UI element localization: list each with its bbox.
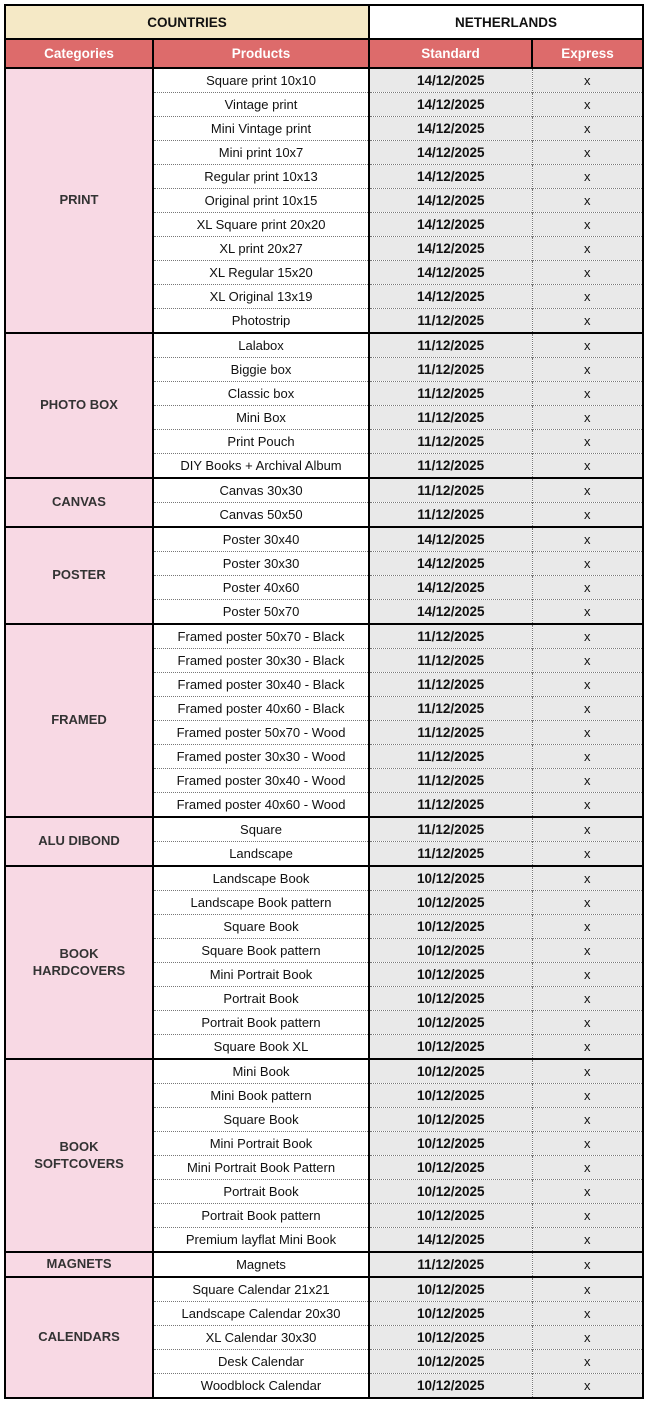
standard-date-cell: 11/12/2025 [369,624,532,649]
product-cell: Landscape [153,842,369,867]
express-mark-cell: x [532,963,643,987]
table-row [5,624,643,649]
product-cell: Desk Calendar [153,1350,369,1374]
express-mark-cell: x [532,793,643,818]
express-mark-cell: x [532,1228,643,1253]
product-cell: Woodblock Calendar [153,1374,369,1399]
standard-date-cell: 10/12/2025 [369,1132,532,1156]
standard-date-cell: 10/12/2025 [369,939,532,963]
express-mark-cell: x [532,1108,643,1132]
product-cell: Portrait Book [153,987,369,1011]
standard-date-cell: 14/12/2025 [369,1228,532,1253]
table-row [5,817,643,842]
standard-date-cell: 11/12/2025 [369,673,532,697]
product-cell: XL Calendar 30x30 [153,1326,369,1350]
express-mark-cell: x [532,745,643,769]
shipping-deadlines-table [4,4,644,1399]
express-mark-cell: x [532,1156,643,1180]
product-cell: Square Book pattern [153,939,369,963]
product-cell: XL print 20x27 [153,237,369,261]
express-mark-cell: x [532,1204,643,1228]
product-cell: XL Square print 20x20 [153,213,369,237]
express-mark-cell: x [532,333,643,358]
standard-date-cell: 10/12/2025 [369,891,532,915]
standard-date-cell: 14/12/2025 [369,261,532,285]
standard-date-cell: 10/12/2025 [369,915,532,939]
product-cell: Classic box [153,382,369,406]
product-cell: Mini Box [153,406,369,430]
standard-date-cell: 10/12/2025 [369,1035,532,1060]
product-cell: Mini Vintage print [153,117,369,141]
product-cell: Mini Book pattern [153,1084,369,1108]
express-mark-cell: x [532,552,643,576]
product-cell: Landscape Book [153,866,369,891]
col-header-products: Products [153,39,369,68]
standard-date-cell: 14/12/2025 [369,68,532,93]
product-cell: Poster 30x40 [153,527,369,552]
table-row [5,866,643,891]
standard-date-cell: 11/12/2025 [369,793,532,818]
product-cell: Poster 30x30 [153,552,369,576]
category-cell [5,624,153,817]
countries-header-cell: COUNTRIES [5,5,369,39]
standard-date-cell: 10/12/2025 [369,1326,532,1350]
product-cell: Regular print 10x13 [153,165,369,189]
standard-date-cell: 11/12/2025 [369,430,532,454]
standard-date-cell: 11/12/2025 [369,817,532,842]
express-mark-cell: x [532,915,643,939]
standard-date-cell: 10/12/2025 [369,1180,532,1204]
standard-date-cell: 10/12/2025 [369,1059,532,1084]
standard-date-cell: 14/12/2025 [369,285,532,309]
express-mark-cell: x [532,1277,643,1302]
product-cell: Poster 50x70 [153,600,369,625]
express-mark-cell: x [532,382,643,406]
standard-date-cell: 14/12/2025 [369,93,532,117]
standard-date-cell: 11/12/2025 [369,333,532,358]
category-cell [5,817,153,866]
express-mark-cell: x [532,1302,643,1326]
standard-date-cell: 14/12/2025 [369,237,532,261]
table-row [5,68,643,93]
product-cell: Portrait Book pattern [153,1011,369,1035]
product-cell: Framed poster 30x40 - Wood [153,769,369,793]
standard-date-cell: 10/12/2025 [369,1204,532,1228]
express-mark-cell: x [532,842,643,867]
category-label: CANVAS [52,494,106,510]
express-mark-cell: x [532,141,643,165]
express-mark-cell: x [532,1326,643,1350]
category-label: BOOK HARDCOVERS [32,946,126,978]
express-mark-cell: x [532,68,643,93]
category-label: CALENDARS [38,1329,120,1345]
express-mark-cell: x [532,1084,643,1108]
table-row [5,478,643,503]
express-mark-cell: x [532,817,643,842]
category-cell [5,68,153,333]
express-mark-cell: x [532,1132,643,1156]
product-cell: Framed poster 30x40 - Black [153,673,369,697]
table-row [5,527,643,552]
standard-date-cell: 14/12/2025 [369,527,532,552]
category-cell [5,333,153,478]
express-mark-cell: x [532,1180,643,1204]
standard-date-cell: 11/12/2025 [369,382,532,406]
express-mark-cell: x [532,358,643,382]
product-cell: XL Regular 15x20 [153,261,369,285]
express-mark-cell: x [532,213,643,237]
product-cell: Landscape Calendar 20x30 [153,1302,369,1326]
product-cell: Portrait Book [153,1180,369,1204]
category-cell [5,1252,153,1277]
product-cell: Mini Portrait Book [153,1132,369,1156]
table-row [5,333,643,358]
countries-header-row [5,5,643,39]
express-mark-cell: x [532,624,643,649]
table-row [5,1277,643,1302]
category-label: ALU DIBOND [38,833,120,849]
standard-date-cell: 10/12/2025 [369,1156,532,1180]
column-header-row [5,39,643,68]
product-cell: Mini Portrait Book [153,963,369,987]
express-mark-cell: x [532,165,643,189]
category-cell [5,527,153,624]
category-label: FRAMED [51,712,107,728]
express-mark-cell: x [532,891,643,915]
product-cell: Framed poster 40x60 - Black [153,697,369,721]
standard-date-cell: 11/12/2025 [369,503,532,528]
express-mark-cell: x [532,117,643,141]
express-mark-cell: x [532,1350,643,1374]
express-mark-cell: x [532,1374,643,1399]
standard-date-cell: 10/12/2025 [369,1302,532,1326]
express-mark-cell: x [532,406,643,430]
standard-date-cell: 10/12/2025 [369,866,532,891]
product-cell: Square Book XL [153,1035,369,1060]
express-mark-cell: x [532,673,643,697]
col-header-standard: Standard [369,39,532,68]
standard-date-cell: 11/12/2025 [369,309,532,334]
product-cell: Mini Book [153,1059,369,1084]
product-cell: Magnets [153,1252,369,1277]
express-mark-cell: x [532,93,643,117]
standard-date-cell: 14/12/2025 [369,141,532,165]
product-cell: Mini print 10x7 [153,141,369,165]
category-cell [5,478,153,527]
express-mark-cell: x [532,769,643,793]
product-cell: Biggie box [153,358,369,382]
standard-date-cell: 14/12/2025 [369,165,532,189]
express-mark-cell: x [532,697,643,721]
express-mark-cell: x [532,576,643,600]
product-cell: Photostrip [153,309,369,334]
product-cell: Original print 10x15 [153,189,369,213]
product-cell: Landscape Book pattern [153,891,369,915]
express-mark-cell: x [532,527,643,552]
table-row [5,1252,643,1277]
express-mark-cell: x [532,1011,643,1035]
col-header-express: Express [532,39,643,68]
product-cell: Square [153,817,369,842]
col-header-categories: Categories [5,39,153,68]
express-mark-cell: x [532,261,643,285]
product-cell: Vintage print [153,93,369,117]
standard-date-cell: 11/12/2025 [369,454,532,479]
standard-date-cell: 11/12/2025 [369,745,532,769]
product-cell: Framed poster 50x70 - Black [153,624,369,649]
standard-date-cell: 11/12/2025 [369,649,532,673]
express-mark-cell: x [532,721,643,745]
category-label: PHOTO BOX [40,397,118,413]
product-cell: Square Calendar 21x21 [153,1277,369,1302]
product-cell: Framed poster 30x30 - Black [153,649,369,673]
express-mark-cell: x [532,454,643,479]
standard-date-cell: 14/12/2025 [369,552,532,576]
express-mark-cell: x [532,309,643,334]
product-cell: Mini Portrait Book Pattern [153,1156,369,1180]
product-cell: XL Original 13x19 [153,285,369,309]
standard-date-cell: 10/12/2025 [369,963,532,987]
standard-date-cell: 14/12/2025 [369,189,532,213]
product-cell: Square Book [153,1108,369,1132]
express-mark-cell: x [532,503,643,528]
standard-date-cell: 11/12/2025 [369,842,532,867]
category-label: MAGNETS [46,1256,112,1272]
category-label: PRINT [59,192,99,208]
express-mark-cell: x [532,987,643,1011]
table-body [5,68,643,1398]
product-cell: Framed poster 40x60 - Wood [153,793,369,818]
standard-date-cell: 10/12/2025 [369,1350,532,1374]
standard-date-cell: 11/12/2025 [369,769,532,793]
express-mark-cell: x [532,1059,643,1084]
product-cell: Square print 10x10 [153,68,369,93]
product-cell: Lalabox [153,333,369,358]
product-cell: Framed poster 30x30 - Wood [153,745,369,769]
category-label: BOOK SOFTCOVERS [34,1139,124,1171]
product-cell: Print Pouch [153,430,369,454]
standard-date-cell: 11/12/2025 [369,721,532,745]
standard-date-cell: 10/12/2025 [369,987,532,1011]
standard-date-cell: 10/12/2025 [369,1011,532,1035]
product-cell: Canvas 30x30 [153,478,369,503]
express-mark-cell: x [532,600,643,625]
standard-date-cell: 10/12/2025 [369,1108,532,1132]
product-cell: Poster 40x60 [153,576,369,600]
standard-date-cell: 14/12/2025 [369,117,532,141]
express-mark-cell: x [532,866,643,891]
product-cell: Canvas 50x50 [153,503,369,528]
express-mark-cell: x [532,1035,643,1060]
standard-date-cell: 11/12/2025 [369,406,532,430]
standard-date-cell: 14/12/2025 [369,576,532,600]
product-cell: Square Book [153,915,369,939]
category-cell [5,866,153,1059]
express-mark-cell: x [532,649,643,673]
express-mark-cell: x [532,189,643,213]
standard-date-cell: 14/12/2025 [369,213,532,237]
product-cell: DIY Books + Archival Album [153,454,369,479]
product-cell: Framed poster 50x70 - Wood [153,721,369,745]
standard-date-cell: 10/12/2025 [369,1084,532,1108]
express-mark-cell: x [532,285,643,309]
standard-date-cell: 11/12/2025 [369,478,532,503]
product-cell: Premium layflat Mini Book [153,1228,369,1253]
express-mark-cell: x [532,1252,643,1277]
express-mark-cell: x [532,430,643,454]
standard-date-cell: 11/12/2025 [369,697,532,721]
standard-date-cell: 10/12/2025 [369,1374,532,1399]
standard-date-cell: 14/12/2025 [369,600,532,625]
table-row [5,1059,643,1084]
country-header-cell: NETHERLANDS [369,5,643,39]
category-label: POSTER [52,567,106,583]
express-mark-cell: x [532,478,643,503]
product-cell: Portrait Book pattern [153,1204,369,1228]
category-cell [5,1059,153,1252]
express-mark-cell: x [532,237,643,261]
standard-date-cell: 11/12/2025 [369,358,532,382]
standard-date-cell: 10/12/2025 [369,1277,532,1302]
express-mark-cell: x [532,939,643,963]
standard-date-cell: 11/12/2025 [369,1252,532,1277]
category-cell [5,1277,153,1398]
